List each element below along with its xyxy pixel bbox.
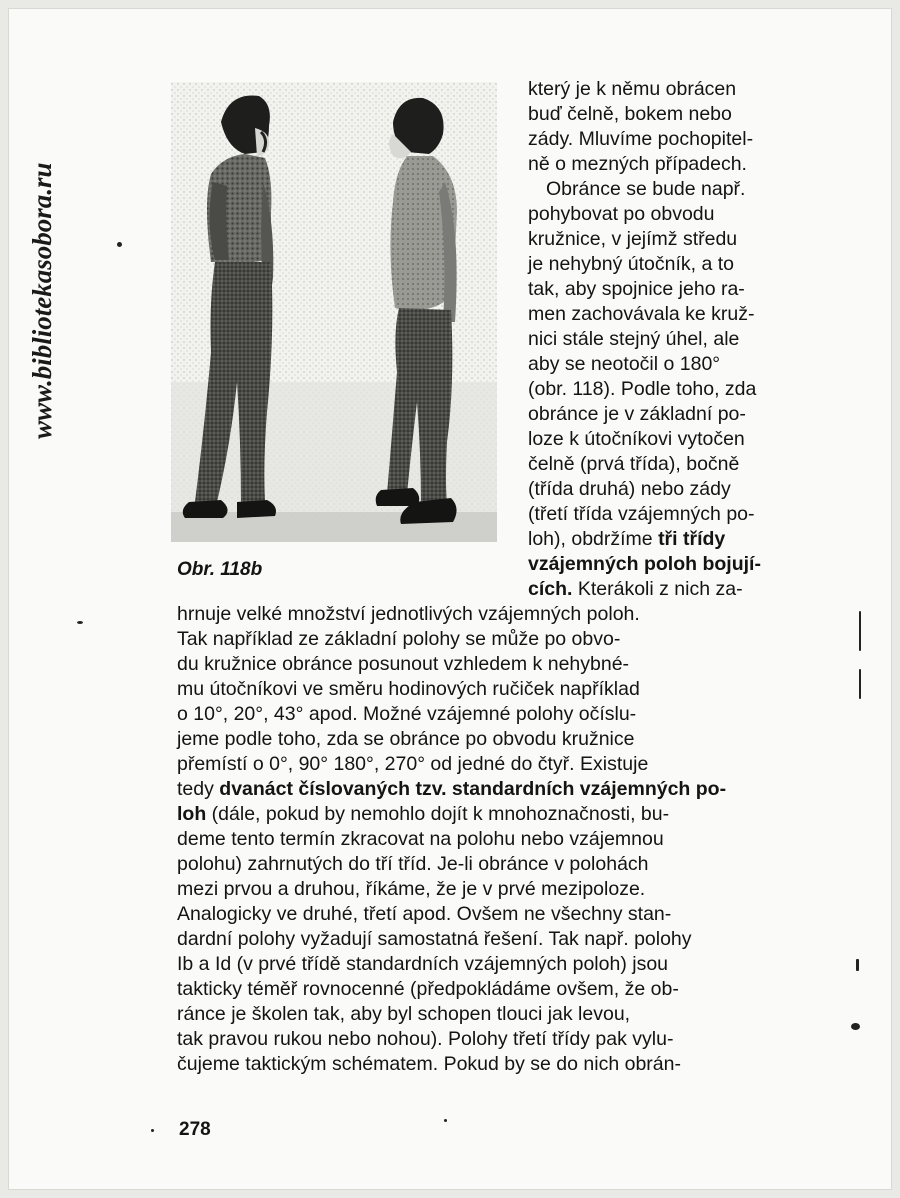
text-line: ránce je školen tak, aby byl schopen tlouci jak levou, bbox=[177, 1003, 631, 1025]
scan-speck bbox=[856, 959, 859, 971]
text-line: loze k útočníkovi vytočen bbox=[528, 428, 745, 450]
text-line: men zachovávala ke kruž- bbox=[528, 303, 755, 325]
scan-speck bbox=[859, 669, 861, 699]
text-line: aby se neotočil o 180° bbox=[528, 353, 721, 375]
bold-term: dvanáct číslovaných tzv. standardních vzájemných po- bbox=[219, 778, 727, 800]
text-span: tedy bbox=[177, 778, 214, 800]
text-line: deme tento termín zkracovat na polohu nebo vzájemnou bbox=[177, 828, 664, 850]
text-line: (obr. 118). Podle toho, zda bbox=[528, 378, 757, 400]
bold-term: cích. bbox=[528, 578, 573, 600]
scan-speck bbox=[444, 1119, 447, 1122]
scan-speck bbox=[859, 611, 861, 651]
figure-photo bbox=[171, 82, 497, 542]
text-line: takticky téměř rovnocenné (předpokládáme ovšem, že ob- bbox=[177, 978, 679, 1000]
bold-term: tři třídy bbox=[658, 528, 726, 550]
text-line: tak, aby spojnice jeho ra- bbox=[528, 278, 745, 300]
bold-term: vzájemných poloh bojují- bbox=[528, 553, 761, 575]
text-line: tak pravou rukou nebo nohou). Polohy třetí třídy pak vylu- bbox=[177, 1028, 674, 1050]
scan-speck bbox=[851, 1023, 860, 1030]
text-line: mu útočníkovi ve směru hodinových ručiček například bbox=[177, 678, 640, 700]
text-line: nici stále stejný úhel, ale bbox=[528, 328, 740, 350]
text-line: du kružnice obránce posunout vzhledem k nehybné- bbox=[177, 653, 630, 675]
text-line: Obránce se bude např. bbox=[546, 178, 746, 200]
text-line: polohu) zahrnutých do tří tříd. Je-li obránce v polohách bbox=[177, 853, 649, 875]
watermark bbox=[11, 29, 67, 449]
text-line: ně o mezných případech. bbox=[528, 153, 747, 175]
text-line: zády. Mluvíme pochopitel- bbox=[528, 128, 754, 150]
text-span: Kterákoli z nich za- bbox=[577, 578, 743, 600]
text-line: pohybovat po obvodu bbox=[528, 203, 715, 225]
scan-speck bbox=[77, 621, 83, 624]
watermark-text: www.bibliotekasobora.ru bbox=[27, 162, 57, 439]
text-line: Analogicky ve druhé, třetí apod. Ovšem ne všechny stan- bbox=[177, 903, 672, 925]
text-line: o 10°, 20°, 43° apod. Možné vzájemné polohy očíslu- bbox=[177, 703, 637, 725]
text-line bbox=[177, 777, 726, 802]
text-line bbox=[528, 577, 743, 602]
bold-term: loh bbox=[177, 803, 207, 825]
text-line: (třída druhá) nebo zády bbox=[528, 478, 731, 500]
text-line: obránce je v základní po- bbox=[528, 403, 746, 425]
text-line: kružnice, v jejímž středu bbox=[528, 228, 738, 250]
text-line: hrnuje velké množství jednotlivých vzájemných poloh. bbox=[177, 603, 640, 625]
text-line: který je k němu obrácen bbox=[528, 78, 737, 100]
text-line: Ib a Id (v prvé třídě standardních vzájemných poloh) jsou bbox=[177, 953, 669, 975]
scan-speck bbox=[151, 1129, 154, 1132]
text-line: buď čelně, bokem nebo bbox=[528, 103, 732, 125]
text-span: (dále, pokud by nemohlo dojít k mnohoznačnosti, bu- bbox=[211, 803, 670, 825]
book-page bbox=[8, 8, 892, 1190]
text-line: mezi prvou a druhou, říkáme, že je v prvé mezipoloze. bbox=[177, 878, 646, 900]
text-line: čelně (prvá třída), bočně bbox=[528, 453, 740, 475]
page-number: 278 bbox=[179, 1119, 211, 1140]
text-span: loh), obdržíme bbox=[528, 528, 653, 550]
text-line: je nehybný útočník, a to bbox=[528, 253, 734, 275]
scan-speck bbox=[117, 242, 122, 247]
text-line bbox=[177, 802, 669, 827]
figure-caption: Obr. 118b bbox=[177, 559, 263, 580]
text-line bbox=[528, 552, 761, 577]
text-line: přemístí o 0°, 90° 180°, 270° od jedné do čtyř. Existuje bbox=[177, 753, 649, 775]
text-line: (třetí třída vzájemných po- bbox=[528, 503, 755, 525]
text-line: čujeme taktickým schématem. Pokud by se do nich obrán- bbox=[177, 1053, 681, 1075]
text-line: Tak například ze základní polohy se může po obvo- bbox=[177, 628, 621, 650]
text-line bbox=[528, 527, 725, 552]
text-line: jeme podle toho, zda se obránce po obvodu kružnice bbox=[177, 728, 635, 750]
text-line: dardní polohy vyžadují samostatná řešení. Tak např. polohy bbox=[177, 928, 692, 950]
